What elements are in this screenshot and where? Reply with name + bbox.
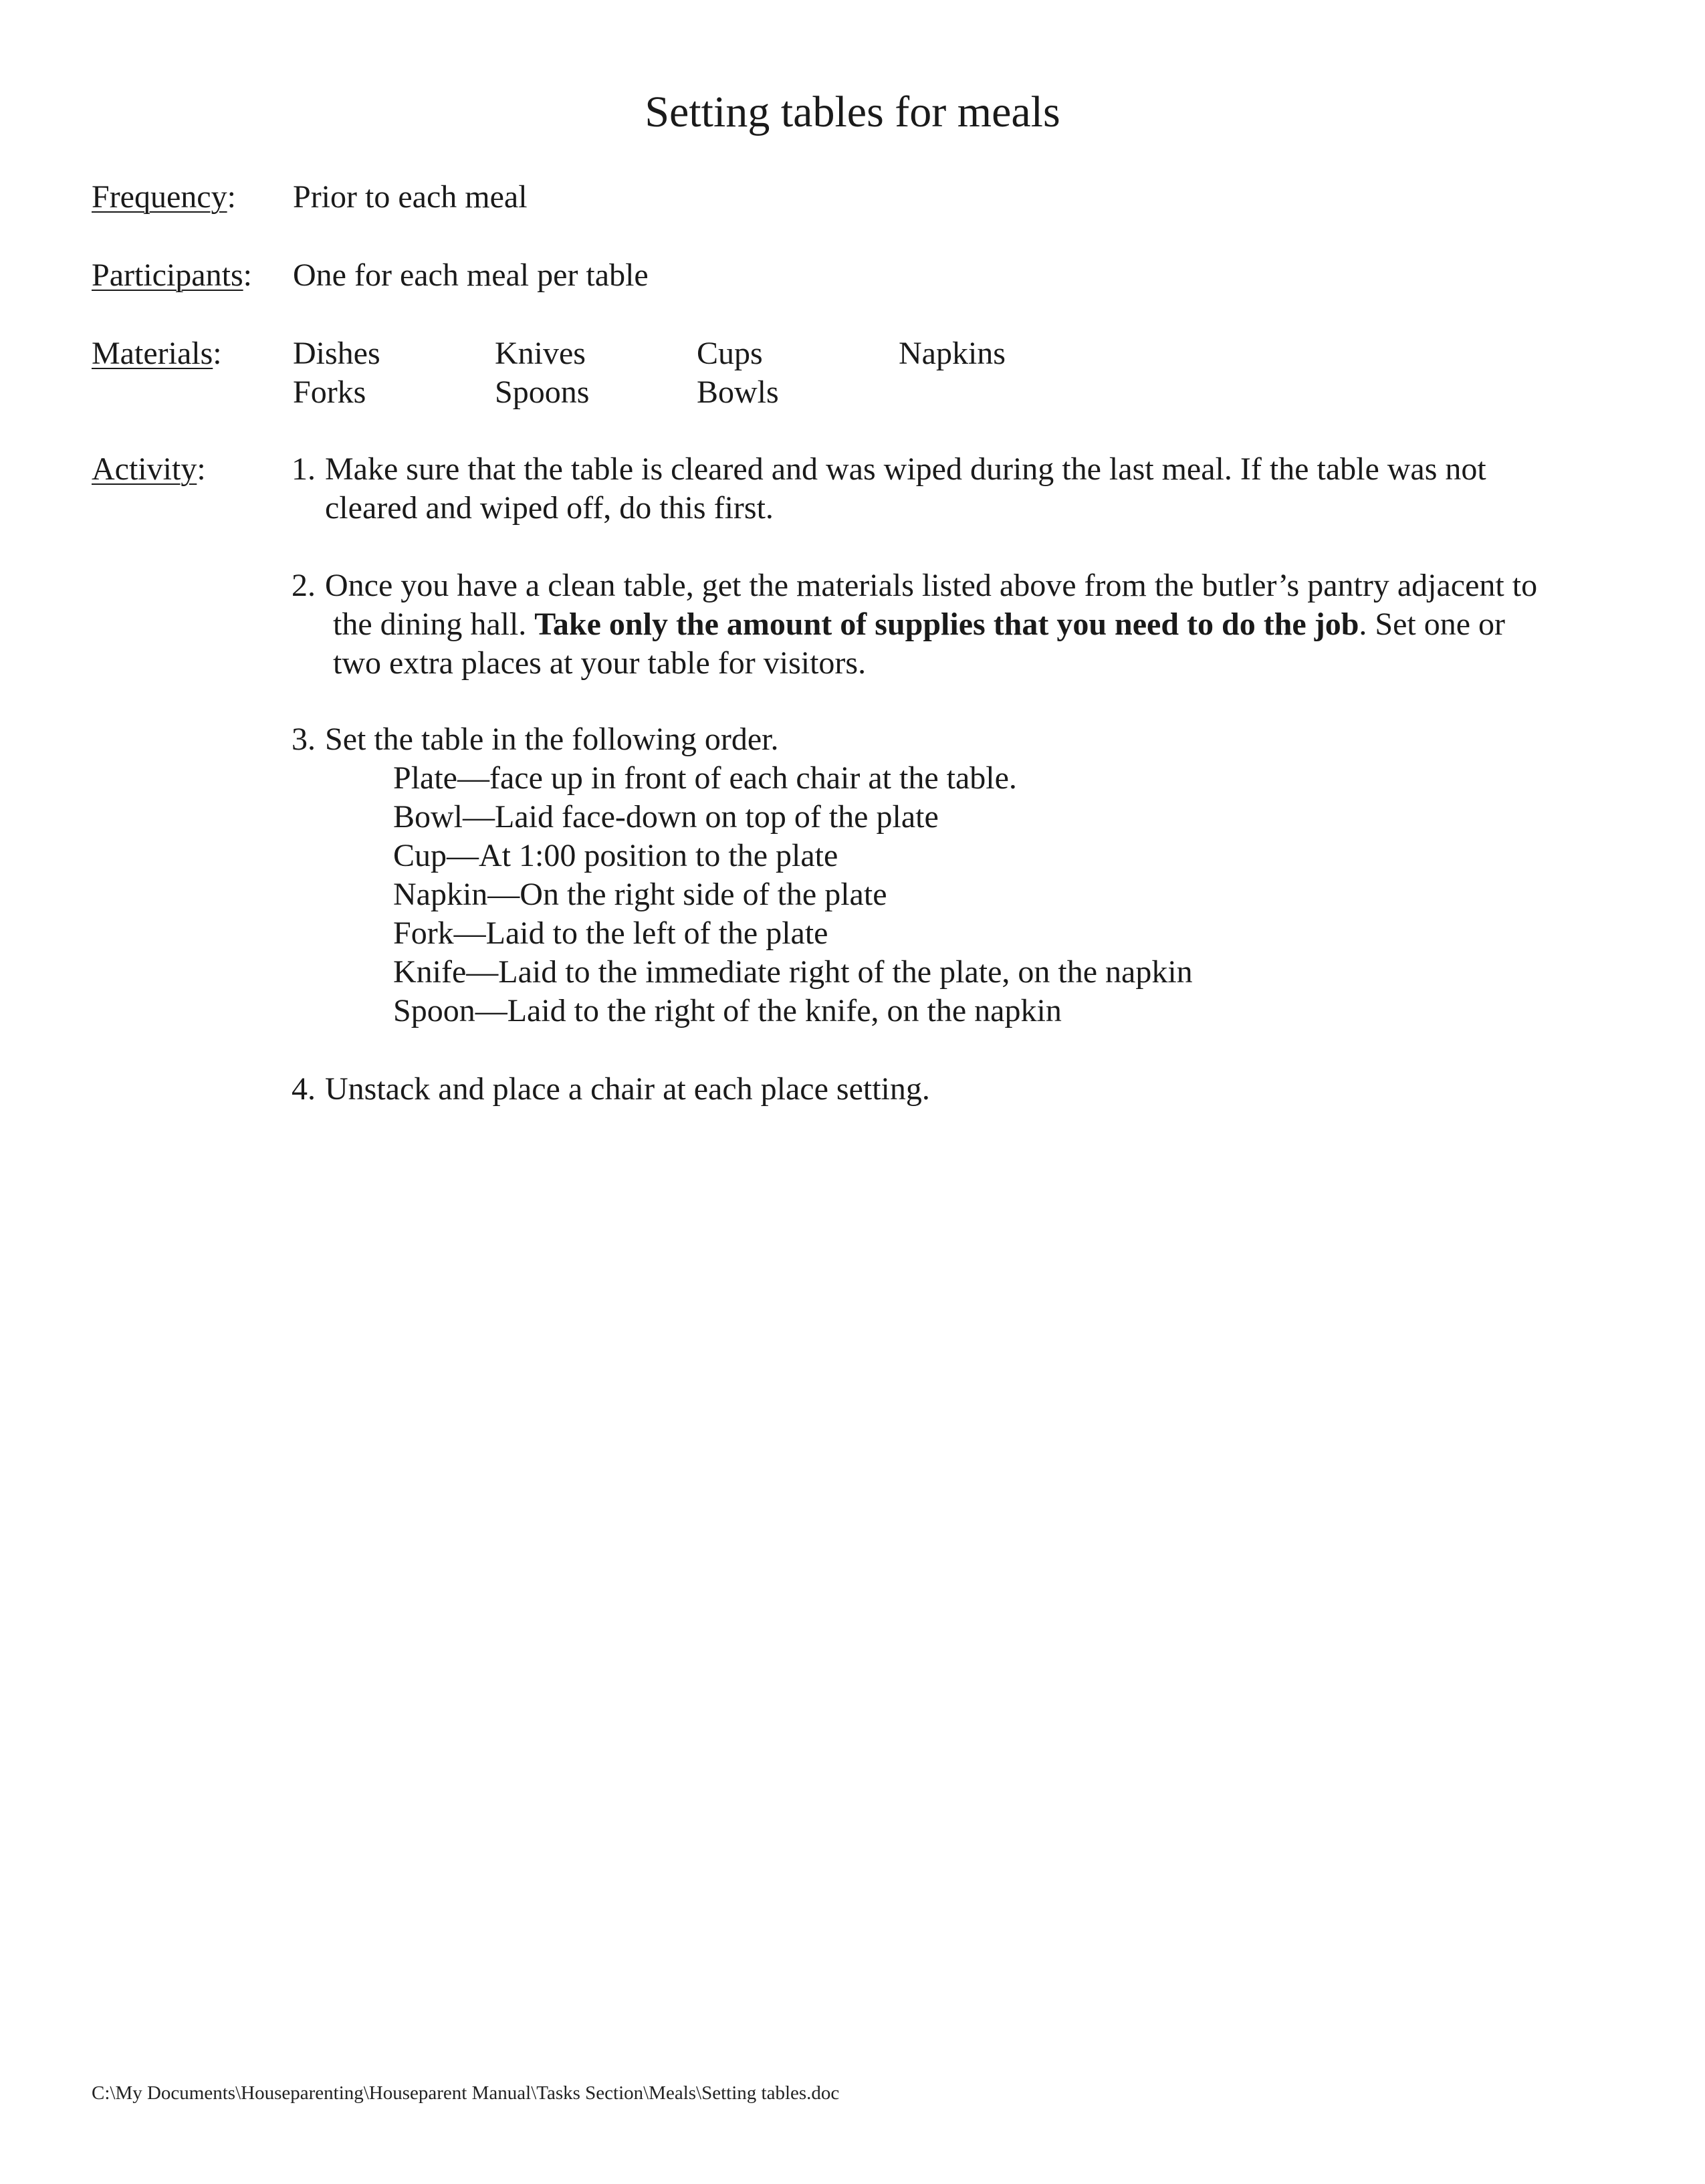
list-item: Knife—Laid to the immediate right of the plate, on the napkin <box>393 954 1193 990</box>
frequency-value: Prior to each meal <box>293 179 528 215</box>
step-1-line: cleared and wiped off, do this first. <box>325 490 774 526</box>
page-title: Setting tables for meals <box>645 88 1060 136</box>
step-1-line: Make sure that the table is cleared and was wiped during the last meal. If the table was not <box>325 451 1486 487</box>
table-setting-order-list <box>393 759 1193 1030</box>
step-4-number: 4. <box>292 1071 316 1107</box>
list-item: Spoon—Laid to the right of the knife, on the napkin <box>393 993 1062 1028</box>
materials-label: Materials: <box>92 336 222 371</box>
step-2-number: 2. <box>292 568 316 603</box>
list-item: Fork—Laid to the left of the plate <box>393 915 828 951</box>
step-1-number: 1. <box>292 451 316 487</box>
material-item: Cups <box>697 336 763 371</box>
material-item: Spoons <box>495 374 590 410</box>
activity-label: Activity: <box>92 451 206 487</box>
step-4-line: Unstack and place a chair at each place setting. <box>325 1071 930 1107</box>
material-item: Dishes <box>293 336 380 371</box>
emphasis-text: Take only the amount of supplies that you need to do the job <box>534 607 1359 642</box>
material-item: Bowls <box>697 374 779 410</box>
material-item: Forks <box>293 374 366 410</box>
step-3-line: Set the table in the following order. <box>325 722 779 757</box>
list-item: Napkin—On the right side of the plate <box>393 877 887 912</box>
material-item: Napkins <box>899 336 1006 371</box>
materials-list <box>293 334 1101 412</box>
frequency-label: Frequency: <box>92 179 236 215</box>
participants-value: One for each meal per table <box>293 257 649 293</box>
step-2-line: Once you have a clean table, get the materials listed above from the butler’s pantry adjacent to <box>325 568 1538 603</box>
list-item: Cup—At 1:00 position to the plate <box>393 838 838 873</box>
step-2-line: the dining hall. Take only the amount of supplies that you need to do the job. Set one or <box>333 607 1506 642</box>
footer-file-path: C:\My Documents\Houseparenting\Houseparent Manual\Tasks Section\Meals\Setting tables.doc <box>92 2082 840 2104</box>
participants-label: Participants: <box>92 257 252 293</box>
step-2-line: two extra places at your table for visitors. <box>333 645 867 681</box>
list-item: Plate—face up in front of each chair at the table. <box>393 760 1017 796</box>
list-item: Bowl—Laid face-down on top of the plate <box>393 799 939 835</box>
step-3-number: 3. <box>292 722 316 757</box>
material-item: Knives <box>495 336 586 371</box>
